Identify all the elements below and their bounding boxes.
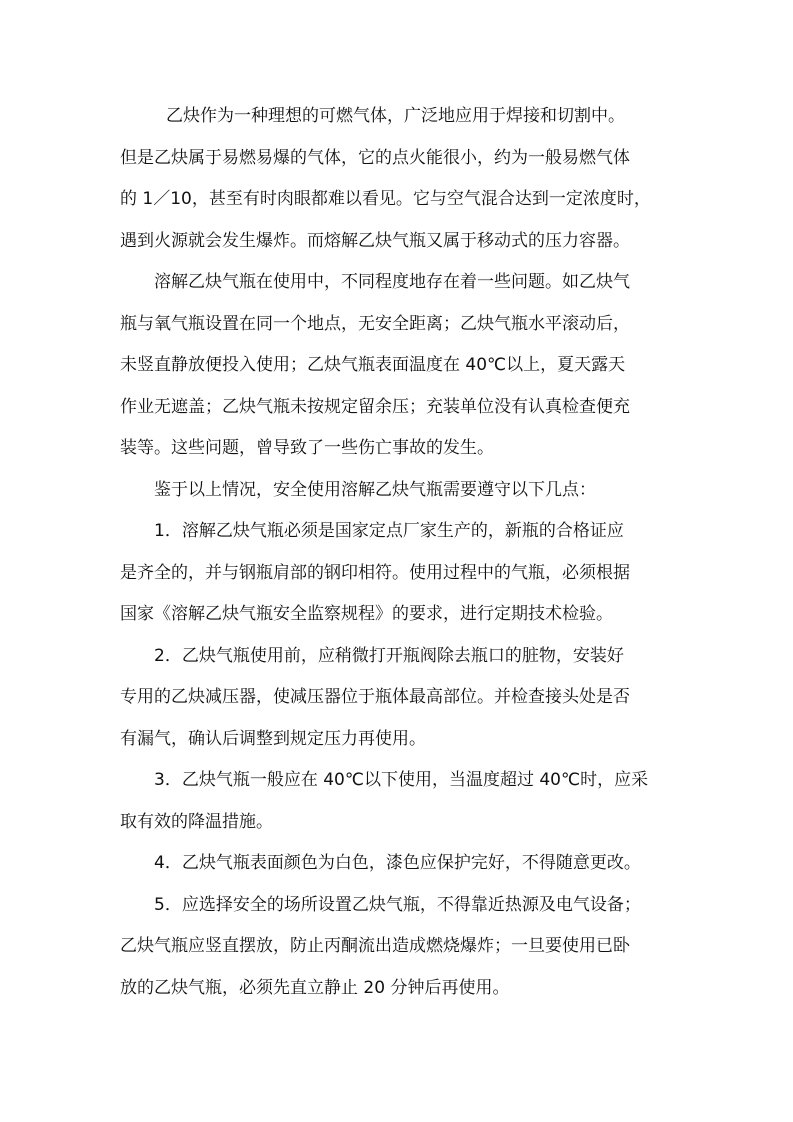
list-item-1 [120,511,680,636]
document-body [120,96,680,1009]
text-line: 放的乙炔气瓶，必须先直立静止 20 分钟后再使用。 [120,977,510,998]
text-line: 但是乙炔属于易燃易爆的气体，它的点火能很小，约为一般易燃气体 [120,147,630,168]
list-item-4 [120,843,680,885]
paragraph-intro [120,96,680,262]
text-line: 未竖直静放便投入使用；乙炔气瓶表面温度在 40℃以上，夏天露天 [120,355,626,375]
text-line: 2．乙炔气瓶使用前，应稍微打开瓶阀除去瓶口的脏物，安装好 [154,645,624,666]
text-line: 4．乙炔气瓶表面颜色为白色，漆色应保护完好，不得随意更改。 [154,853,641,873]
paragraph-summary [120,470,680,512]
text-line: 取有效的降温措施。 [120,811,273,832]
text-line: 装等。这些问题，曾导致了一些伤亡事故的发生。 [120,438,494,458]
text-line: 5．应选择安全的场所设置乙炔气瓶，不得靠近热源及电气设备； [154,894,641,915]
text-line: 3．乙炔气瓶一般应在 40℃以下使用，当温度超过 40℃时，应采 [154,770,649,790]
text-line: 乙炔气瓶应竖直摆放，防止丙酮流出造成燃烧爆炸；一旦要使用已卧 [120,936,630,956]
list-item-5 [120,885,680,1010]
text-line: 是齐全的，并与钢瓶肩部的钢印相符。使用过程中的气瓶，必须根据 [120,562,630,583]
list-item-3 [120,760,680,843]
text-line: 遇到火源就会发生爆炸。而熔解乙炔气瓶又属于移动式的压力容器。 [120,230,630,251]
list-item-2 [120,636,680,761]
text-line: 瓶与氧气瓶设置在同一个地点，无安全距离；乙炔气瓶水平滚动后， [120,313,630,334]
text-line: 1．溶解乙炔气瓶必须是国家定点厂家生产的，新瓶的合格证应 [154,521,624,541]
text-line: 溶解乙炔气瓶在使用中，不同程度地存在着一些问题。如乙炔气 [154,272,630,292]
text-line: 专用的乙炔减压器，使减压器位于瓶体最高部位。并检查接头处是否 [120,687,630,707]
text-line: 乙炔作为一种理想的可燃气体，广泛地应用于焊接和切割中。 [166,106,625,126]
text-line: 作业无遮盖；乙炔气瓶未按规定留余压；充装单位没有认真检查便充 [120,396,630,417]
text-line: 的 1／10，甚至有时肉眼都难以看见。它与空气混合达到一定浓度时， [120,189,651,209]
text-line: 国家《溶解乙炔气瓶安全监察规程》的要求，进行定期技术检验。 [120,604,613,624]
text-line: 有漏气，确认后调整到规定压力再使用。 [120,728,426,749]
text-line: 鉴于以上情况，安全使用溶解乙炔气瓶需要遵守以下几点： [154,479,596,500]
paragraph-problems [120,262,680,470]
